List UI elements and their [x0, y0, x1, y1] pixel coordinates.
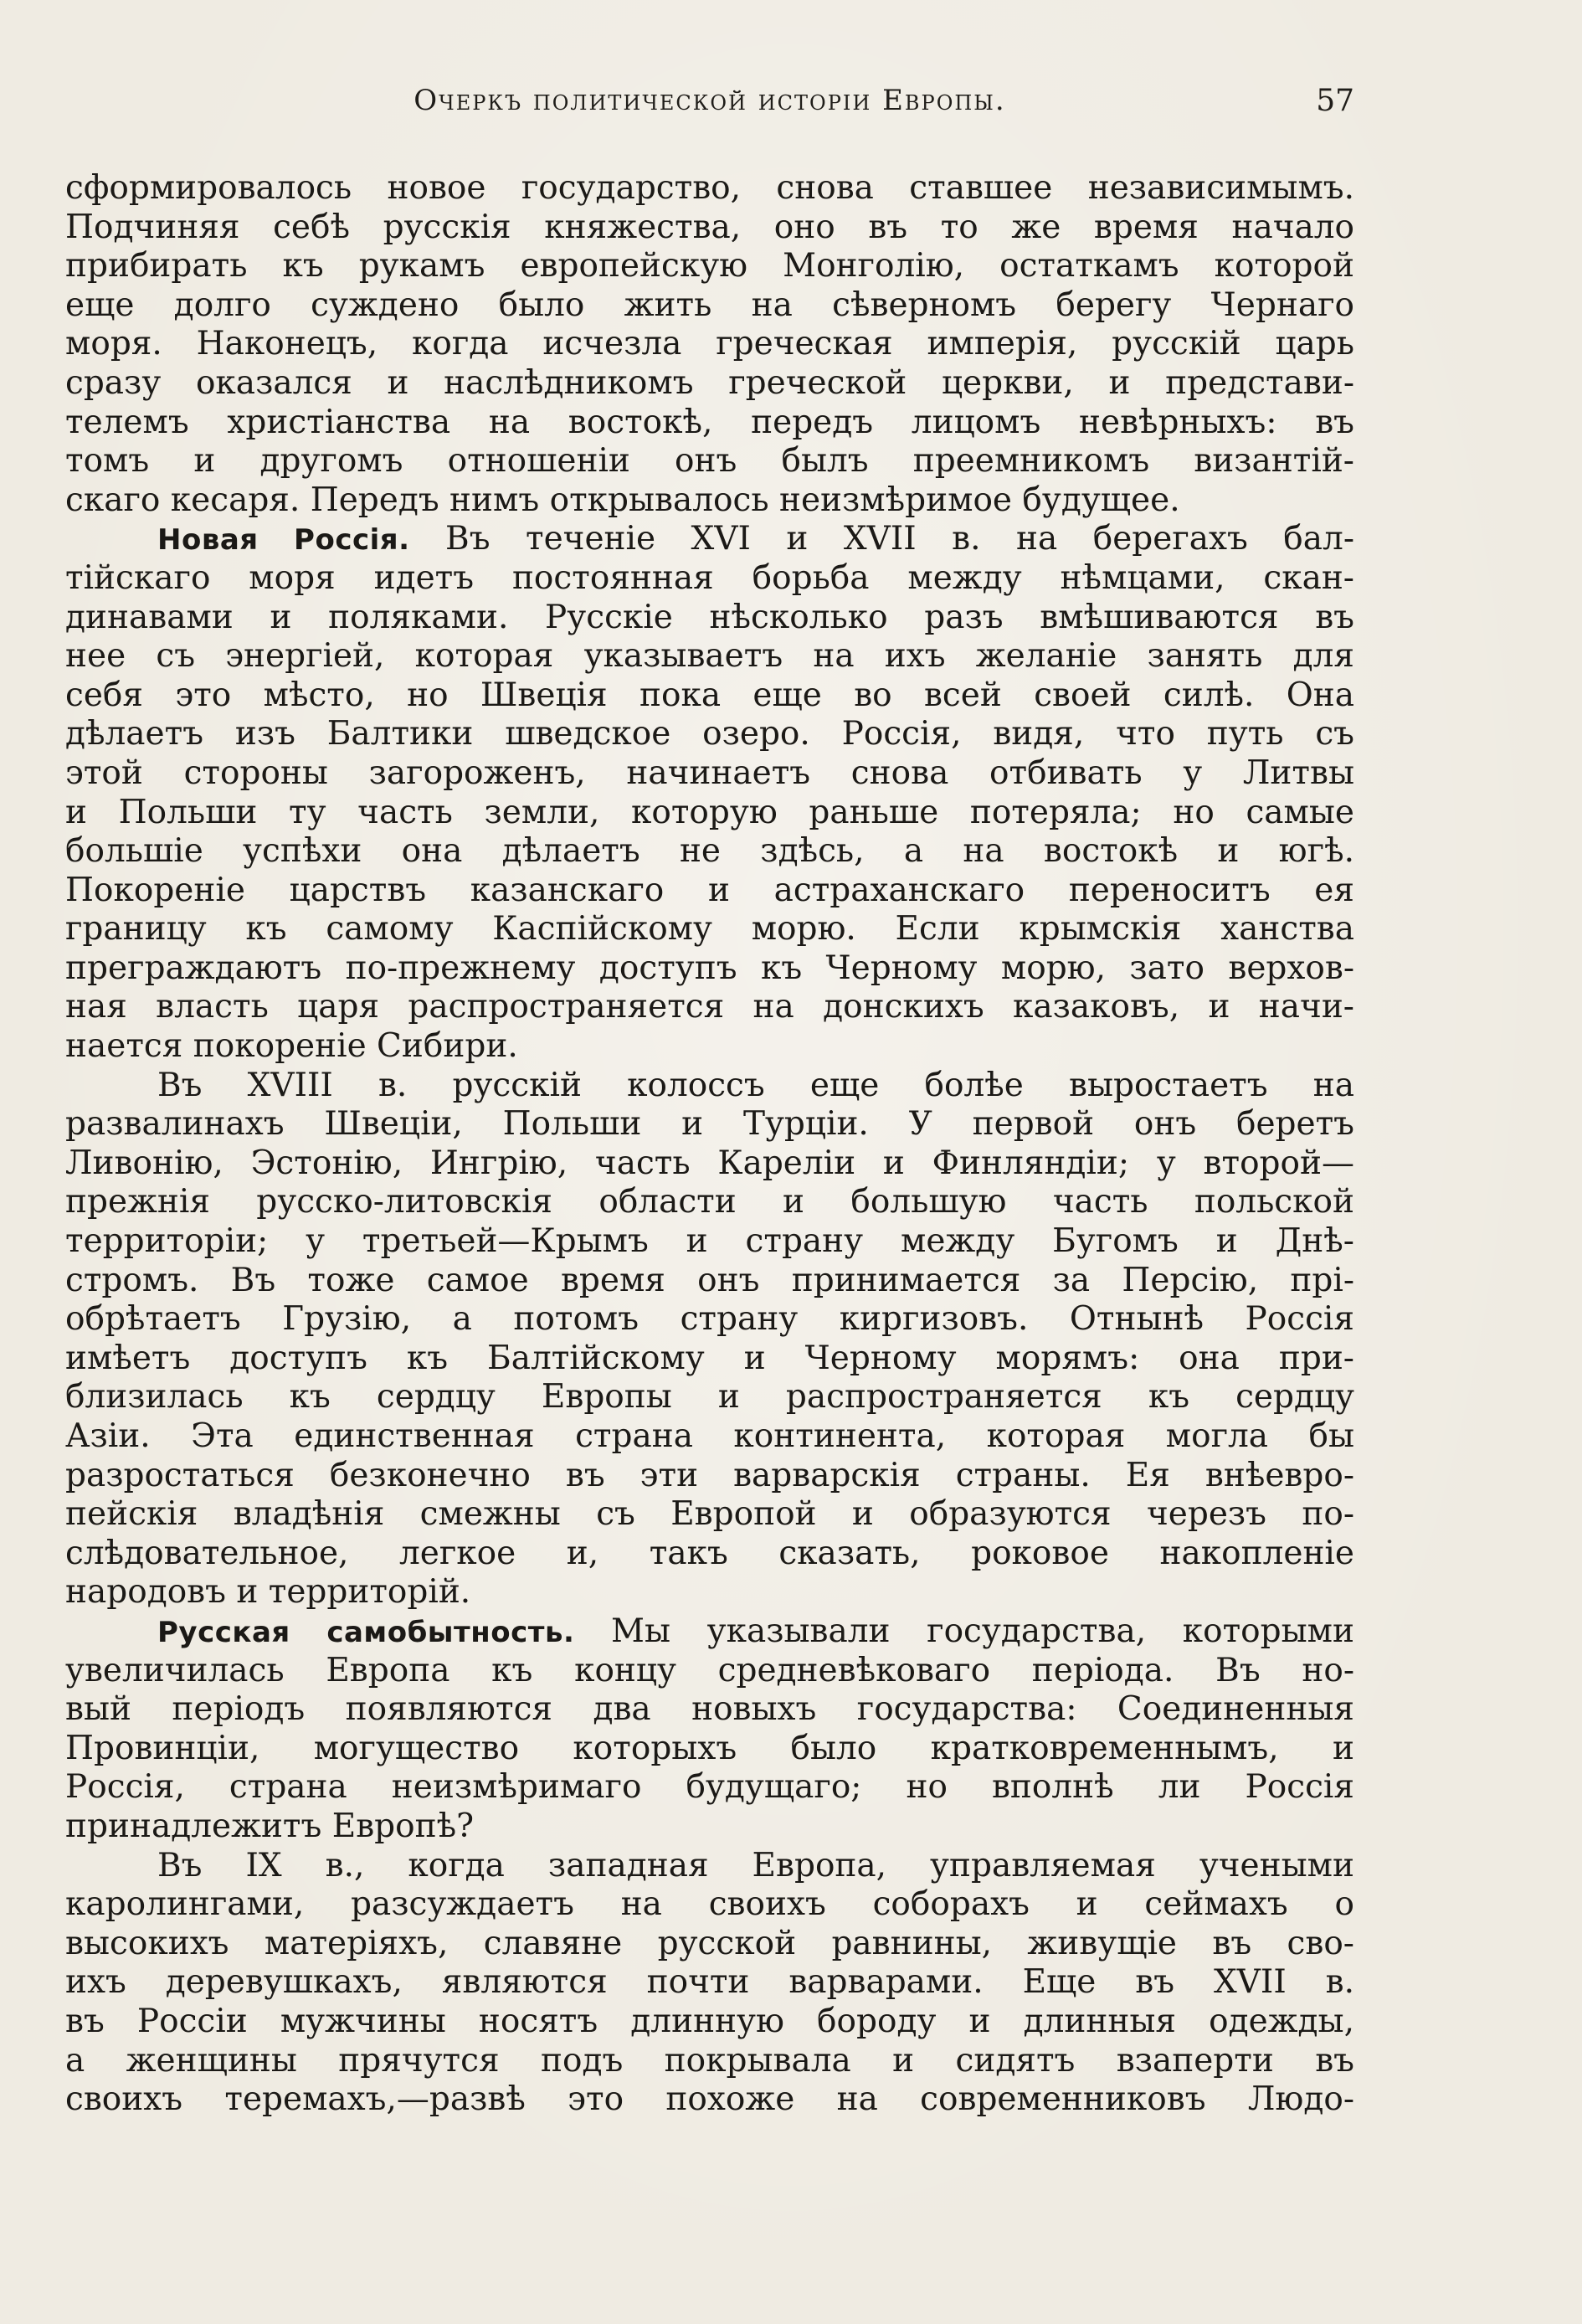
text-line	[65, 1535, 1354, 1574]
text-line	[65, 208, 1354, 248]
line-text: территоріи; у третьей—Крымъ и страну между Бугомъ и Днѣ-	[65, 1222, 1354, 1261]
text-line	[65, 2042, 1354, 2081]
line-text: томъ и другомъ отношеніи онъ былъ преемникомъ византій-	[65, 442, 1354, 481]
line-text: ихъ деревушкахъ, являются почти варварами. Еще въ XVII в.	[65, 1963, 1354, 2002]
text-line	[65, 1612, 1354, 1652]
line-text: слѣдовательное, легкое и, такъ сказать, роковое накопленіе	[65, 1534, 1354, 1572]
line-text: имѣетъ доступъ къ Балтійскому и Черному морямъ: она при-	[65, 1339, 1354, 1377]
line-text: преграждаютъ по-прежнему доступъ къ Черному морю, зато верхов-	[65, 949, 1354, 987]
text-line	[65, 1300, 1354, 1339]
text-line	[65, 1690, 1354, 1730]
text-line	[65, 1925, 1354, 1964]
page-header	[65, 84, 1354, 134]
line-text: большіе успѣхи она дѣлаетъ не здѣсь, а на востокѣ и югѣ.	[65, 832, 1354, 871]
running-title: Очеркъ политической исторіи Европы.	[413, 84, 1006, 117]
line-text: Азіи. Эта единственная страна континента, которая могла бы	[65, 1417, 1354, 1455]
line-text: народовъ и территорій.	[65, 1573, 471, 1612]
line-text: пейскія владѣнія смежны съ Европой и образуются черезъ по-	[65, 1495, 1354, 1534]
text-line	[65, 910, 1354, 949]
text-line	[65, 988, 1354, 1027]
text-line	[65, 1495, 1354, 1535]
text-line	[65, 1730, 1354, 1769]
line-text: Мы указывали государства, которыми	[574, 1612, 1354, 1650]
text-line	[65, 1768, 1354, 1807]
text-line	[65, 1417, 1354, 1457]
text-line	[65, 794, 1354, 833]
line-text: моря. Наконецъ, когда исчезла греческая имперія, русскій царь	[65, 325, 1354, 363]
line-text: разростаться безконечно въ эти варварскія страны. Ея внѣевро-	[65, 1456, 1354, 1494]
text-line	[65, 637, 1354, 676]
text-line	[65, 247, 1354, 286]
line-text: Въ теченіе XVI и XVII в. на берегахъ бал-	[409, 520, 1354, 558]
line-text: ная власть царя распространяется на донскихъ казаковъ, и начи-	[65, 988, 1354, 1026]
text-line	[65, 1963, 1354, 2003]
line-text: Провинціи, могущество которыхъ было кратковременнымъ, и	[65, 1729, 1354, 1767]
text-line	[65, 676, 1354, 716]
page-number: 57	[1316, 84, 1354, 118]
line-text: увеличилась Европа къ концу средневѣковаго періода. Въ но-	[65, 1651, 1354, 1689]
line-text: принадлежитъ Европѣ?	[65, 1807, 475, 1845]
line-text: еще долго суждено было жить на сѣверномъ берегу Чернаго	[65, 285, 1354, 324]
text-line	[65, 754, 1354, 794]
line-text: динавами и поляками. Русскіе нѣсколько разъ вмѣшиваются въ	[65, 598, 1354, 636]
text-line	[65, 442, 1354, 481]
text-line	[65, 1652, 1354, 1691]
line-text: и Польши ту часть земли, которую раньше потеряла; но самые	[65, 793, 1354, 831]
text-line	[65, 286, 1354, 326]
line-text: вый періодъ появляются два новыхъ государства: Соединенныя	[65, 1690, 1354, 1729]
text-line	[65, 1378, 1354, 1417]
text-line	[65, 1067, 1354, 1106]
line-text: въ Россіи мужчины носятъ длинную бороду и длинныя одежды,	[65, 2002, 1354, 2040]
text-line	[65, 404, 1354, 443]
line-text: нается покореніе Сибири.	[65, 1027, 518, 1066]
text-line	[65, 559, 1354, 599]
text-line	[65, 364, 1354, 404]
text-line	[65, 1847, 1354, 1886]
line-text: стромъ. Въ тоже самое время онъ принимается за Персію, прі-	[65, 1261, 1354, 1299]
line-text: сразу оказался и наслѣдникомъ греческой церкви, и представи-	[65, 363, 1354, 402]
line-text: Россія, страна неизмѣримаго будущаго; но вполнѣ ли Россія	[65, 1768, 1354, 1807]
line-text: Въ IX в., когда западная Европа, управляемая учеными	[157, 1846, 1354, 1884]
text-line	[65, 832, 1354, 872]
line-text: телемъ христіанства на востокѣ, передъ лицомъ невѣрныхъ: въ	[65, 403, 1354, 441]
text-line	[65, 1885, 1354, 1925]
text-line	[65, 2080, 1354, 2120]
line-text: прежнія русско-литовскія области и большую часть польской	[65, 1183, 1354, 1221]
line-text: этой стороны загороженъ, начинаетъ снова отбивать у Литвы	[65, 753, 1354, 792]
line-text: своихъ теремахъ,—развѣ это похоже на современниковъ Людо-	[65, 2080, 1354, 2119]
line-text: сформировалось новое государство, снова ставшее независимымъ.	[65, 169, 1354, 207]
line-text: границу къ самому Каспійскому морю. Если крымскія ханства	[65, 910, 1354, 949]
text-line	[65, 1105, 1354, 1144]
text-line	[65, 481, 1354, 521]
line-text: Покореніе царствъ казанскаго и астраханскаго переноситъ ея	[65, 871, 1354, 909]
text-line	[65, 520, 1354, 559]
text-line	[65, 169, 1354, 208]
text-line	[65, 1457, 1354, 1496]
line-text: Въ XVIII в. русскій колоссъ еще болѣе выростаетъ на	[157, 1066, 1354, 1104]
text-line	[65, 715, 1354, 754]
line-text: близилась къ сердцу Европы и распространяется къ сердцу	[65, 1378, 1354, 1417]
line-text: а женщины прячутся подъ покрывала и сидятъ взаперти въ	[65, 2041, 1354, 2080]
line-text: прибирать къ рукамъ европейскую Монголію, остаткамъ которой	[65, 247, 1354, 285]
text-line	[65, 1573, 1354, 1612]
line-text: скаго кесаря. Передъ нимъ открывалось неизмѣримое будущее.	[65, 481, 1180, 519]
text-line	[65, 872, 1354, 911]
text-line	[65, 325, 1354, 364]
text-line	[65, 949, 1354, 989]
text-line	[65, 599, 1354, 638]
line-text: себя это мѣсто, но Швеція пока еще во всей своей силѣ. Она	[65, 676, 1354, 714]
line-text: Ливонію, Эстонію, Ингрію, часть Кареліи и Финляндіи; у второй—	[65, 1144, 1354, 1182]
text-line	[65, 1183, 1354, 1222]
line-text: высокихъ матеріяхъ, славяне русской равнины, живущіе въ сво-	[65, 1924, 1354, 1962]
text-line	[65, 1222, 1354, 1262]
line-text: каролингами, разсуждаетъ на своихъ соборахъ и сеймахъ о	[65, 1885, 1354, 1924]
text-line	[65, 2003, 1354, 2042]
line-text: Подчиняя себѣ русскія княжества, оно въ то же время начало	[65, 208, 1354, 246]
text-line	[65, 1262, 1354, 1301]
line-text: тійскаго моря идетъ постоянная борьба между нѣмцами, скан-	[65, 558, 1354, 597]
text-line	[65, 1144, 1354, 1184]
line-text: развалинахъ Швеціи, Польши и Турціи. У первой онъ беретъ	[65, 1105, 1354, 1144]
text-line	[65, 1027, 1354, 1067]
section-heading: Русская самобытность.	[157, 1615, 575, 1649]
section-heading: Новая Россія.	[157, 523, 410, 558]
body-text	[65, 169, 1354, 2120]
line-text: обрѣтаетъ Грузію, а потомъ страну киргизовъ. Отнынѣ Россія	[65, 1300, 1354, 1339]
text-line	[65, 1339, 1354, 1379]
text-line	[65, 1807, 1354, 1847]
line-text: нее съ энергіей, которая указываетъ на ихъ желаніе занять для	[65, 637, 1354, 676]
line-text: дѣлаетъ изъ Балтики шведское озеро. Россія, видя, что путь съ	[65, 715, 1354, 753]
